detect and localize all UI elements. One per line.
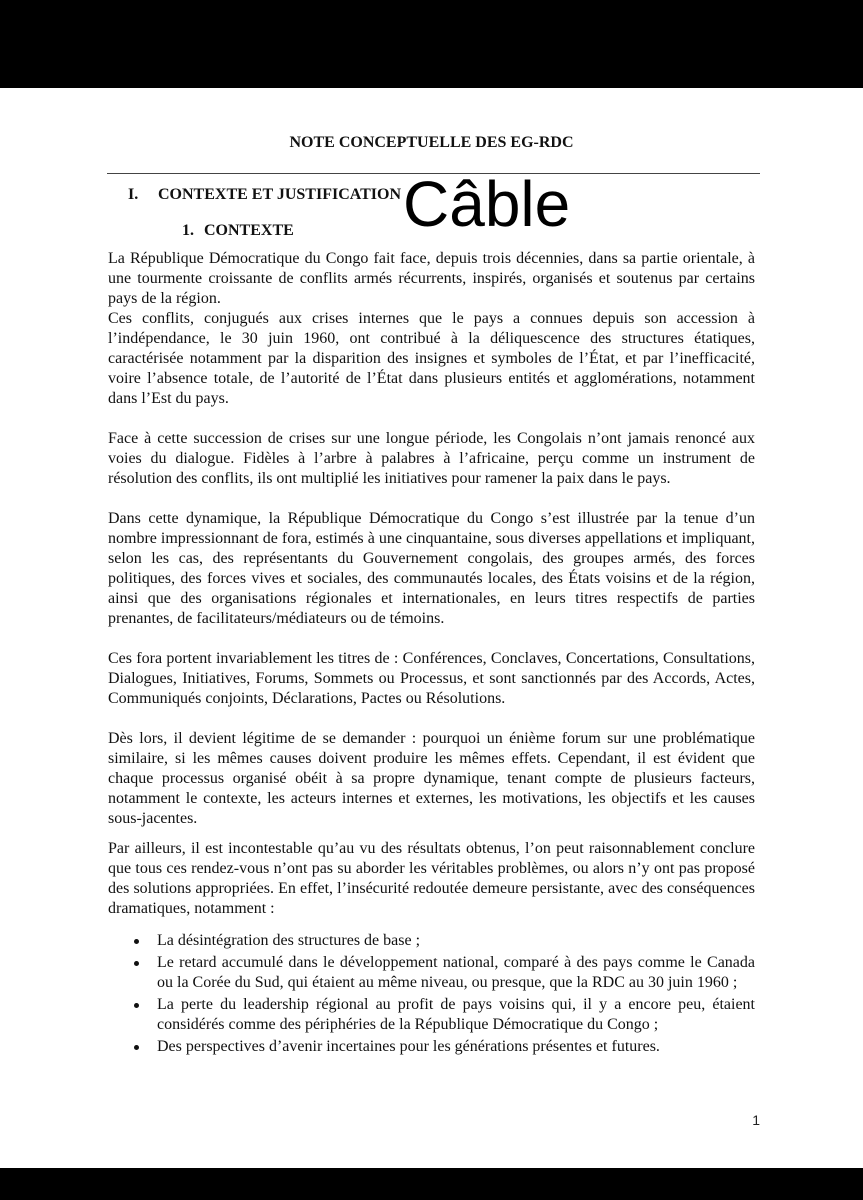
list-item [108, 931, 755, 951]
paragraph: Dans cette dynamique, la République Démocratique du Congo s’est illustrée par la tenue d’un nombre impressionnant de fora, estimés à une cinquantaine, sous diverses appellations et impliquant, selon les cas, des représentants du Gouvernement congolais, des groupes armés, des forces politiques, des forces vives et sociales, des communautés locales, des États voisins et de la région, ainsi que des organisations régionales et internationales, en leurs titres respectifs de parties prenantes, de facilitateurs/médiateurs ou de témoins. [108, 510, 755, 627]
top-black-bar [0, 0, 863, 88]
document-body [108, 249, 755, 1059]
bullet-icon [134, 1003, 139, 1008]
watermark-text: Câble [403, 168, 571, 240]
list-item [108, 1037, 755, 1057]
page-number: 1 [752, 1112, 760, 1128]
paragraph: Par ailleurs, il est incontestable qu’au vu des résultats obtenus, l’on peut raisonnablement conclure que tous ces rendez-vous n’ont pas su aborder les véritables problèmes, ou alors n’y ont pas proposé des solutions appropriées. En effet, l’insécurité redoutée demeure persistante, avec des conséquences dramatiques, notamment : [108, 840, 755, 917]
list-item-text: La désintégration des structures de base ; [157, 932, 421, 949]
section-title: CONTEXTE ET JUSTIFICATION [158, 186, 402, 203]
paragraph: Dès lors, il devient légitime de se demander : pourquoi un énième forum sur une problématique similaire, si les mêmes causes doivent produire les mêmes effets. Cependant, il est évident que chaque processus organisé obéit à sa propre dynamique, tenant compte de plusieurs facteurs, notamment le contexte, les acteurs internes et externes, les motivations, les objectifs et les causes sous-jacentes. [108, 730, 755, 827]
bottom-black-bar [0, 1168, 863, 1200]
list-item-text: La perte du leadership régional au profit de pays voisins qui, il y a encore peu, étaient considérés comme des périphéries de la République Démocratique du Congo ; [157, 996, 755, 1033]
list-item-text: Des perspectives d’avenir incertaines pour les générations présentes et futures. [157, 1038, 660, 1055]
bullet-icon [134, 939, 139, 944]
document-page[interactable] [0, 88, 863, 1168]
list-item [108, 953, 755, 993]
bullet-icon [134, 961, 139, 966]
section-number: I. [128, 186, 139, 203]
subsection-title: CONTEXTE [204, 222, 294, 239]
subsection-number: 1. [182, 222, 194, 239]
paragraph: Face à cette succession de crises sur une longue période, les Congolais n’ont jamais renoncé aux voies du dialogue. Fidèles à l’arbre à palabres à l’africaine, perçu comme un instrument de résolution des conflits, ils ont multiplié les initiatives pour ramener la paix dans le pays. [108, 430, 755, 487]
section-heading [128, 186, 401, 204]
paragraph: Ces fora portent invariablement les titres de : Conférences, Conclaves, Concertations, Consultations, Dialogues, Initiatives, Forums, Sommets ou Processus, et sont sanctionnés par des Accords, Actes, Communiqués conjoints, Déclarations, Pactes ou Résolutions. [108, 650, 755, 707]
list-item [108, 995, 755, 1035]
bullet-icon [134, 1045, 139, 1050]
consequences-list [108, 931, 755, 1057]
document-title: NOTE CONCEPTUELLE DES EG-RDC [289, 134, 574, 151]
list-item-text: Le retard accumulé dans le développement national, comparé à des pays comme le Canada ou la Corée du Sud, qui étaient au même niveau, ou presque, que la RDC au 30 juin 1960 ; [157, 954, 755, 991]
paragraph: Ces conflits, conjugués aux crises internes que le pays a connues depuis son accession à l’indépendance, le 30 juin 1960, ont contribué à la déliquescence des structures étatiques, caractérisée notamment par la disparition des insignes et symboles de l’État, et par l’inefficacité, voire l’absence totale, de l’autorité de l’État dans plusieurs entités et agglomérations, notamment dans l’Est du pays. [108, 310, 755, 407]
subsection-heading [182, 222, 294, 240]
paragraph: La République Démocratique du Congo fait face, depuis trois décennies, dans sa partie orientale, à une tourmente croissante de conflits armés récurrents, inspirés, organisés et soutenus par certains pays de la région. [108, 250, 755, 307]
